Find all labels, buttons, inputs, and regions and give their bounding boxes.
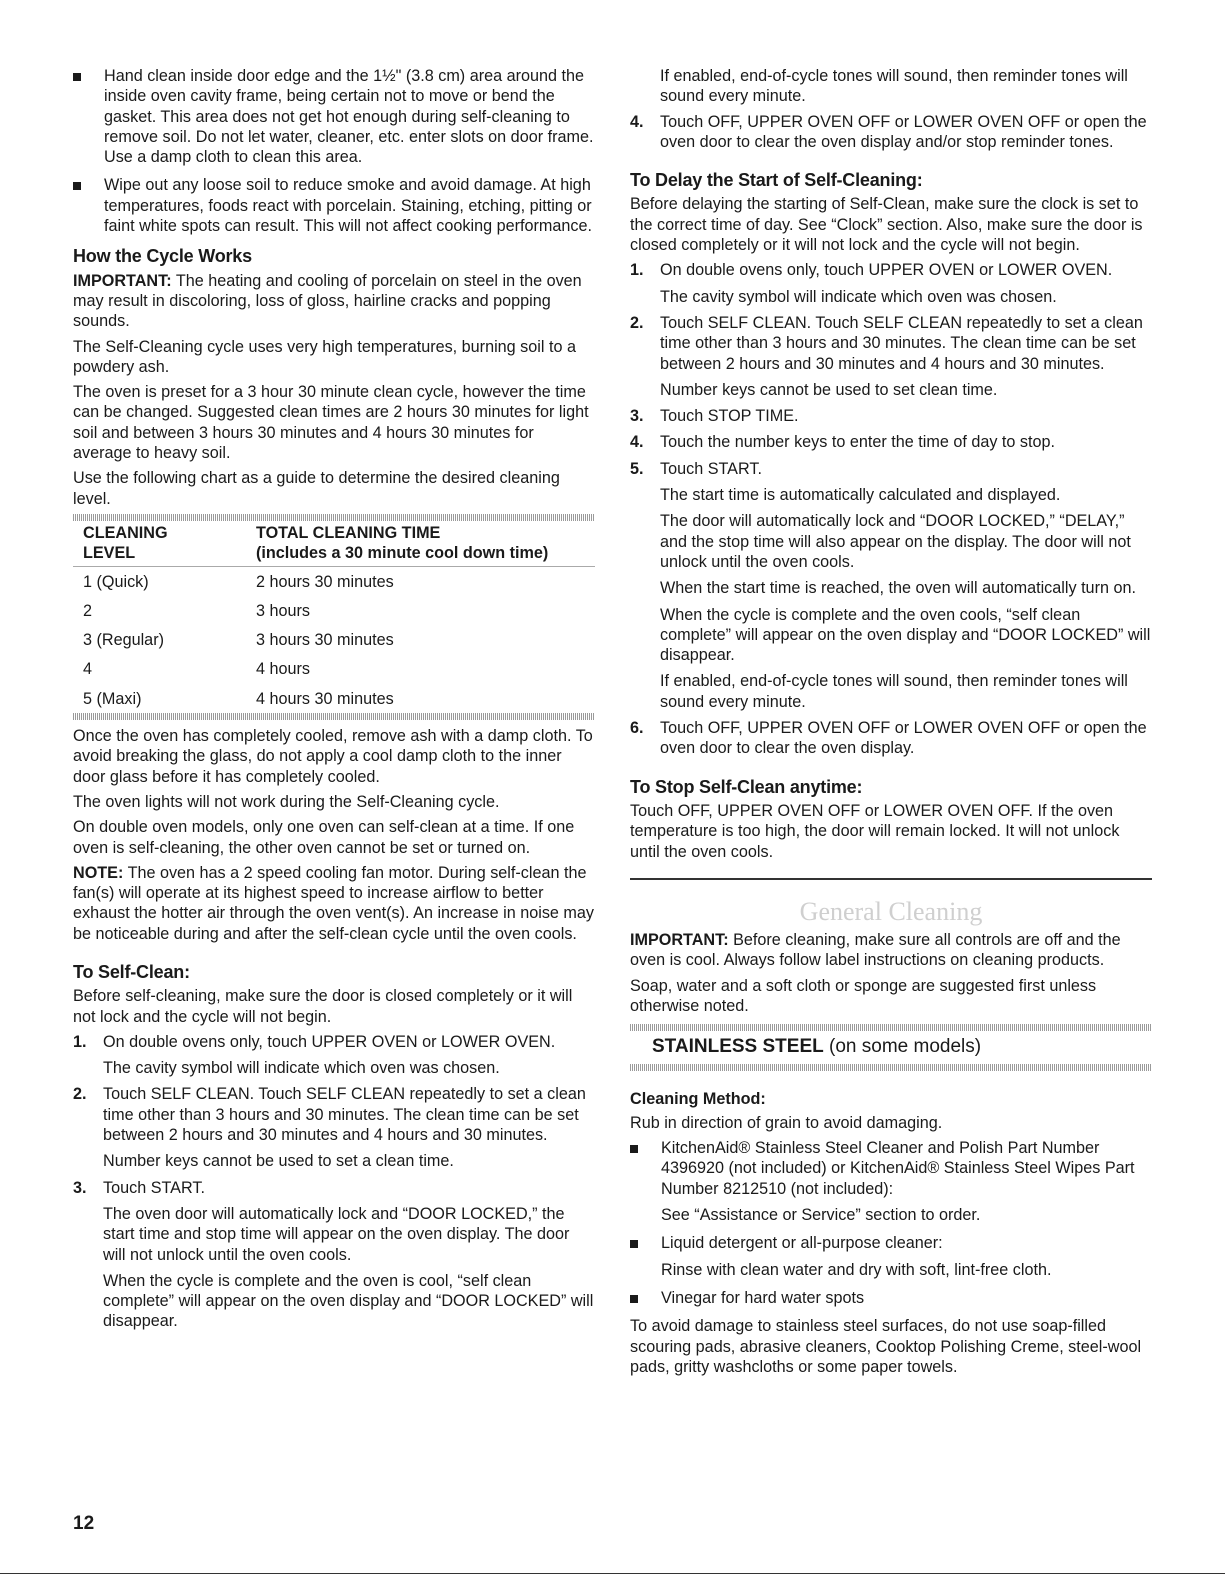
paragraph: The oven lights will not work during the Self-Cleaning cycle. bbox=[73, 792, 500, 811]
important-paragraph: IMPORTANT: Before cleaning, make sure all controls are off and the oven is cool. Always follow label instructions on cleaning products. bbox=[630, 931, 1121, 970]
bullet-item: KitchenAid® Stainless Steel Cleaner and Polish Part Number 4396920 (not included) or KitchenAid® Stainless Steel Wipes Part Number 8212510 (not included): See “Assistance or Service” section to order. bbox=[630, 1138, 1152, 1225]
self-clean-heading: To Self-Clean: bbox=[73, 961, 190, 982]
stainless-steel-heading: STAINLESS STEEL (on some models) bbox=[652, 1036, 982, 1058]
paragraph: To avoid damage to stainless steel surfaces, do not use soap-filled scouring pads, abrasive cleaners, Cooktop Polishing Creme, steel-wool pads, gritty washcloths or some paper towels. bbox=[630, 1317, 1142, 1376]
list-item: 4. Touch the number keys to enter the time of day to stop. bbox=[630, 433, 1056, 452]
list-item: 6. Touch OFF, UPPER OVEN OFF or LOWER OVEN OFF or open the oven door to clear the oven display. bbox=[630, 719, 1147, 758]
how-cycle-heading: How the Cycle Works bbox=[73, 246, 252, 267]
bullet-item: Wipe out any loose soil to reduce smoke and avoid damage. At high temperatures, foods react with porcelain. Staining, etching, pitting or faint white spots can result. This will not affect cooking performance. bbox=[73, 175, 595, 236]
paragraph: Before self-cleaning, make sure the door is closed completely or it will not lock and the cycle will not begin. bbox=[73, 987, 573, 1026]
delay-steps bbox=[630, 260, 1152, 758]
paragraph: Once the oven has completely cooled, remove ash with a damp cloth. To avoid breaking the glass, do not apply a cool damp cloth to the inner door glass before it has completely cooled. bbox=[73, 727, 593, 786]
general-cleaning-title: General Cleaning bbox=[799, 896, 983, 926]
table-row: 1 (Quick) 2 hours 30 minutes bbox=[83, 572, 394, 591]
paragraph: The Self-Cleaning cycle uses very high temperatures, burning soil to a powdery ash. bbox=[73, 337, 576, 376]
table-row: 3 (Regular) 3 hours 30 minutes bbox=[83, 631, 394, 650]
bullet-square-icon bbox=[630, 1295, 638, 1303]
bullet-square-icon bbox=[630, 1145, 638, 1153]
paragraph: Rub in direction of grain to avoid damaging. bbox=[630, 1113, 943, 1132]
bullet-square-icon bbox=[630, 1240, 638, 1248]
hatch-divider bbox=[630, 1024, 1152, 1031]
bullet-item: Hand clean inside door edge and the 1½" (3.8 cm) area around the inside oven cavity frame, being certain not to move or bend the gasket. This area does not get hot enough during self-cleaning to remove soil. Do not let water, cleaner, etc. enter slots on door frame. Use a damp cloth to clean this area. bbox=[73, 66, 595, 167]
list-item: 3. Touch START. The oven door will automatically lock and “DOOR LOCKED,” the start time and stop time will appear on the oven display. The door will not unlock until the oven cools. When the cycle is complete and the oven is cool, “self clean complete” will appear on the oven display and “DOOR LOCKED” will disappear. bbox=[73, 1178, 594, 1331]
table-header-time: TOTAL CLEANING TIME (includes a 30 minute cool down time) bbox=[256, 523, 549, 563]
section-rule bbox=[630, 878, 1152, 880]
cleaning-level-table bbox=[73, 514, 595, 720]
bullet-item: Vinegar for hard water spots bbox=[630, 1288, 1152, 1308]
hatch-divider bbox=[73, 514, 595, 521]
list-item: 2. Touch SELF CLEAN. Touch SELF CLEAN repeatedly to set a clean time other than 3 hours and 30 minutes. The clean time can be set between 2 hours and 30 minutes and 4 hours and 30 minutes. Number keys cannot be used to set clean time. bbox=[630, 313, 1143, 399]
right-column bbox=[630, 66, 1152, 1382]
paragraph: Before delaying the starting of Self-Clean, make sure the clock is set to the correct time of day. See “Clock” section. Also, make sure the door is closed completely or it will not lock and the cycle will not begin. bbox=[630, 195, 1143, 255]
delay-heading: To Delay the Start of Self-Cleaning: bbox=[630, 170, 923, 191]
bullet-square-icon bbox=[73, 73, 81, 81]
list-item: 1. On double ovens only, touch UPPER OVEN or LOWER OVEN. The cavity symbol will indicate which oven was chosen. bbox=[73, 1032, 556, 1078]
page-number: 12 bbox=[73, 1513, 95, 1534]
paragraph: Use the following chart as a guide to determine the desired cleaning level. bbox=[73, 469, 560, 508]
stop-heading: To Stop Self-Clean anytime: bbox=[630, 776, 863, 797]
table-row: 4 4 hours bbox=[83, 660, 310, 679]
list-item: 4. Touch OFF, UPPER OVEN OFF or LOWER OVEN OFF or open the oven door to clear the oven display and/or stop reminder tones. bbox=[630, 112, 1147, 151]
self-clean-steps bbox=[73, 1032, 595, 1332]
cleaning-method-label: Cleaning Method: bbox=[630, 1089, 766, 1108]
hatch-divider bbox=[73, 713, 595, 720]
list-item: 1. On double ovens only, touch UPPER OVEN or LOWER OVEN. The cavity symbol will indicate which oven was chosen. bbox=[630, 261, 1113, 306]
table-row: 5 (Maxi) 4 hours 30 minutes bbox=[83, 689, 394, 708]
bullet-item: Liquid detergent or all-purpose cleaner: Rinse with clean water and dry with soft, lint-free cloth. bbox=[630, 1233, 1152, 1280]
bullet-square-icon bbox=[73, 182, 81, 190]
bottom-rule bbox=[0, 1573, 1225, 1574]
note-paragraph: NOTE: The oven has a 2 speed cooling fan motor. During self-clean the fan(s) will operate at its highest speed to increase airflow to better exhaust the hotter air through the oven vent(s). An increase in noise may be noticeable during and after the self-clean cycle until the oven cools. bbox=[73, 863, 594, 943]
paragraph: Touch OFF, UPPER OVEN OFF or LOWER OVEN OFF. If the oven temperature is too high, the door will remain locked. It will not unlock until the oven cools. bbox=[630, 801, 1120, 861]
paragraph: The oven is preset for a 3 hour 30 minute clean cycle, however the time can be changed. Suggested clean times are 2 hours 30 minutes for light soil and between 3 hours 30 minutes and 4 hours 30 minutes for average to heavy soil. bbox=[73, 383, 589, 463]
left-column bbox=[73, 66, 595, 1338]
hatch-divider bbox=[630, 1064, 1152, 1071]
list-item: 2. Touch SELF CLEAN. Touch SELF CLEAN repeatedly to set a clean time other than 3 hours and 30 minutes. The clean time can be set between 2 hours and 30 minutes and 4 hours and 30 minutes. Number keys cannot be used to set a clean time. bbox=[73, 1085, 586, 1171]
paragraph: Soap, water and a soft cloth or sponge are suggested first unless otherwise noted. bbox=[630, 976, 1097, 1015]
list-item: 3. Touch STOP TIME. bbox=[630, 407, 799, 426]
table-header-level: CLEANING LEVEL bbox=[83, 523, 168, 563]
paragraph: If enabled, end-of-cycle tones will sound, then reminder tones will sound every minute. bbox=[660, 67, 1128, 106]
list-item: 5. Touch START. The start time is automatically calculated and displayed. The door will automatically lock and “DOOR LOCKED,” “DELAY,” and the stop time will also appear on the display. The door will not unlock until the oven cools. When the start time is reached, the oven will automatically turn on. When the cycle is complete and the oven cools, “self clean complete” will appear on the oven display and “DOOR LOCKED” will disappear. If enabled, end-of-cycle tones will sound, then reminder tones will sound every minute. bbox=[630, 459, 1151, 711]
paragraph: On double oven models, only one oven can self-clean at a time. If one oven is self-cleaning, the other oven cannot be set or turned on. bbox=[73, 818, 575, 857]
table-row: 2 3 hours bbox=[83, 601, 310, 620]
important-paragraph: IMPORTANT: The heating and cooling of porcelain on steel in the oven may result in discoloring, loss of gloss, hairline cracks and popping sounds. bbox=[73, 271, 582, 331]
